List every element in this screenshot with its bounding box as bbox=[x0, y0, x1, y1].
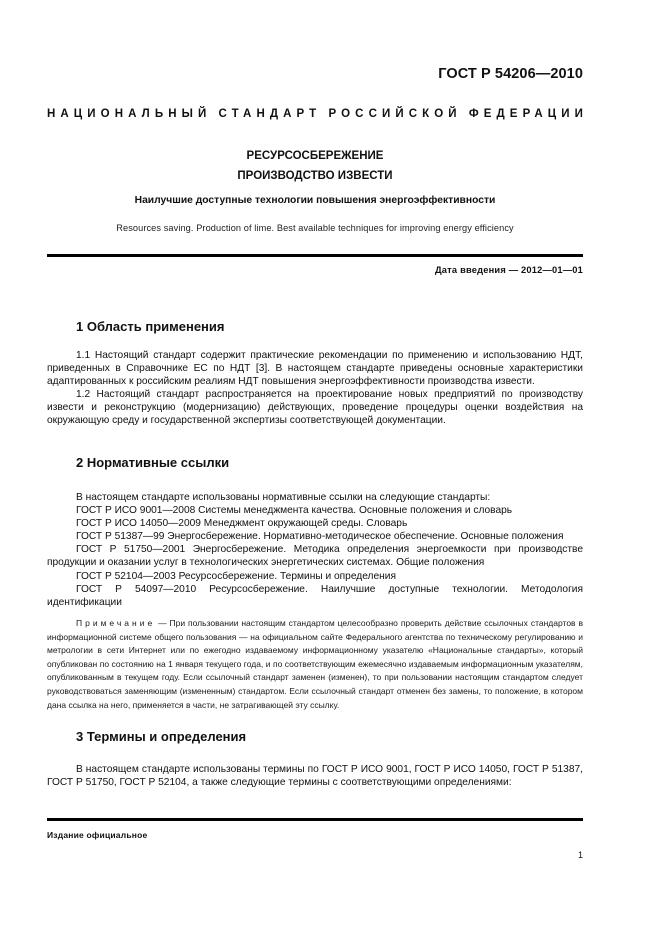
section-heading-normative-references: 2 Нормативные ссылки bbox=[76, 455, 230, 470]
national-standard-banner bbox=[47, 108, 588, 120]
section-heading-scope: 1 Область применения bbox=[76, 319, 225, 334]
section-body-scope bbox=[47, 349, 583, 428]
references-intro: В настоящем стандарте использованы нормативные ссылки на следующие стандарты: bbox=[76, 492, 491, 503]
official-edition-label: Издание официальное bbox=[47, 830, 148, 840]
title-line-1: РЕСУРСОСБЕРЕЖЕНИЕ bbox=[246, 150, 384, 162]
reference-item: ГОСТ Р 51750—2001 Энергосбережение. Методика определения энергоемкости при производстве продукции и оказании услуг в технологических энергетических системах. Общие положения bbox=[47, 544, 583, 569]
title-line-2: ПРОИЗВОДСТВО ИЗВЕСТИ bbox=[237, 170, 393, 182]
title-english: Resources saving. Production of lime. Best available techniques for improving energy efficiency bbox=[116, 223, 514, 233]
paragraph: 1.1 Настоящий стандарт содержит практические рекомендации по применению и использованию НДТ, приведенных в Справочнике ЕС по НДТ [3]. В настоящем стандарте приведены основные характеристики адаптированных к российским реалиям НДТ повышения энергоэффективности производства извести. bbox=[47, 350, 583, 388]
paragraph: В настоящем стандарте использованы термины по ГОСТ Р ИСО 9001, ГОСТ Р ИСО 14050, ГОСТ Р 51387, ГОСТ Р 51750, ГОСТ Р 52104, а также следующие термины с соответствующими определениями: bbox=[47, 764, 583, 789]
paragraph: 1.2 Настоящий стандарт распространяется на проектирование новых предприятий по производству извести и реконструкцию (модернизацию) действующих, проведение процедуры оценки воздействия на окружающую среду и государственной экспертизы соответствующей документации. bbox=[47, 389, 583, 427]
top-divider bbox=[47, 254, 583, 257]
reference-item: ГОСТ Р 52104—2003 Ресурсосбережение. Термины и определения bbox=[76, 570, 397, 582]
banner-word: СТАНДАРТ bbox=[218, 108, 322, 120]
page-number: 1 bbox=[577, 850, 583, 860]
note-block bbox=[47, 617, 583, 712]
bottom-divider bbox=[47, 818, 583, 821]
banner-word: НАЦИОНАЛЬНЫЙ bbox=[47, 108, 212, 120]
document-number: ГОСТ Р 54206—2010 bbox=[438, 66, 583, 82]
title-subtitle: Наилучшие доступные технологии повышения энергоэффективности bbox=[134, 195, 496, 206]
reference-item: ГОСТ Р ИСО 9001—2008 Системы менеджмента качества. Основные положения и словарь bbox=[76, 505, 513, 517]
reference-item: ГОСТ Р 51387—99 Энергосбережение. Нормативно-методическое обеспечение. Основные положения bbox=[76, 531, 564, 543]
banner-word: ФЕДЕРАЦИИ bbox=[468, 108, 588, 120]
section-body-terms bbox=[47, 763, 583, 789]
effective-date: Дата введения — 2012—01—01 bbox=[434, 265, 583, 275]
note-label: Примечание bbox=[76, 618, 156, 628]
note-text: — При пользовании настоящим стандартом целесообразно проверить действие ссылочных стандартов в информационной системе общего пользования — на официальном сайте Федерального агентства по техническому регулированию и метрологии в сети Интернет или по ежегодно издаваемому информационному указателю «Национальные стандарты», который опубликован по состоянию на 1 января текущего года, и по соответствующим ежемесячно издаваемым информационным указателям, опубликованным в текущем году. Если ссылочный стандарт заменен (изменен), то при пользовании настоящим стандартом следует руководствоваться заменяющим (измененным) стандартом. Если ссылочный стандарт отменен без замены, то положение, в котором дана ссылка на него, применяется в части, не затрагивающей эту ссылку. bbox=[47, 618, 583, 710]
reference-item: ГОСТ Р ИСО 14050—2009 Менеджмент окружающей среды. Словарь bbox=[76, 518, 408, 530]
banner-word: РОССИЙСКОЙ bbox=[328, 108, 462, 120]
section-body-normative-references bbox=[47, 491, 583, 609]
note-paragraph bbox=[47, 617, 583, 712]
section-heading-terms: 3 Термины и определения bbox=[76, 729, 247, 744]
reference-item: ГОСТ Р 54097—2010 Ресурсосбережение. Наилучшие доступные технологии. Методология идентификации bbox=[47, 583, 583, 608]
